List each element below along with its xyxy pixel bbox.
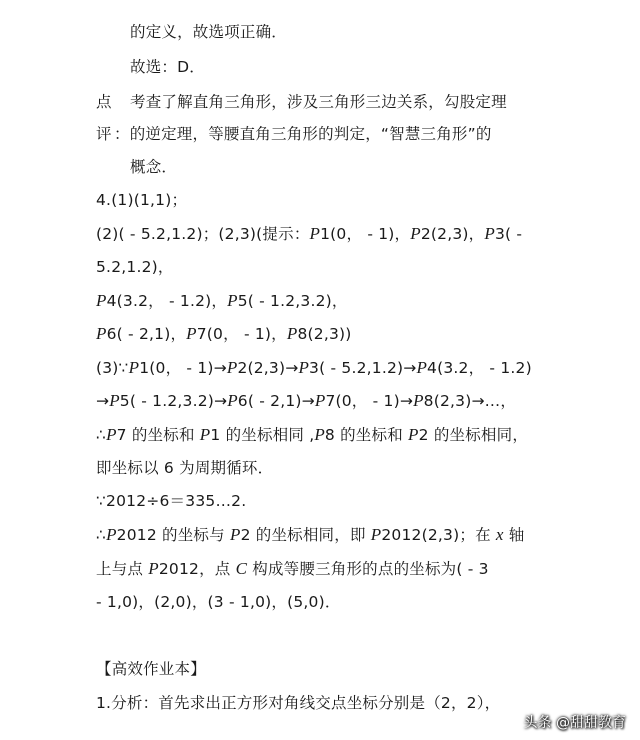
answer-4-3-line-7: 上与点 P2012，点 C 构成等腰三角形的点的坐标为( - 3 xyxy=(96,559,489,578)
answer-4-3-line-6: ∴P2012 的坐标与 P2 的坐标相同，即 P2012(2,3)；在 x 轴 xyxy=(96,525,525,544)
comment-text-3: 概念． xyxy=(130,158,178,176)
answer-4-3-line-8: - 1,0)，(2,0)，(3 - 1,0)，(5,0)． xyxy=(96,593,341,611)
text-line-2: 故选：D． xyxy=(130,58,205,76)
answer-4-1: 4.(1)(1,1)； xyxy=(96,191,188,209)
comment-label-1: 点 xyxy=(96,93,112,111)
comment-text-2: ：的逆定理，等腰直角三角形的判定，“智慧三角形”的 xyxy=(114,125,492,143)
text-line-1: 的定义，故选项正确． xyxy=(130,23,288,41)
answer-4-2-p6p8: P6( - 2,1)，P7(0， - 1)，P8(2,3)) xyxy=(96,324,352,343)
comment-text-1: 考查了解直角三角形，涉及三角形三边关系，勾股定理 xyxy=(130,93,507,111)
homework-1: 1.分析：首先求出正方形对角线交点坐标分别是（2，2）， xyxy=(96,694,501,712)
comment-label-2: 评 xyxy=(96,125,112,143)
answer-4-2-p4p5: P4(3.2， - 1.2)，P5( - 1.2,3.2)， xyxy=(96,291,348,310)
answer-4-3-line-3: ∴P7 的坐标和 P1 的坐标相同 ,P8 的坐标和 P2 的坐标相同， xyxy=(96,425,529,444)
answer-4-2-cont: 5.2,1.2)， xyxy=(96,258,174,276)
answer-4-3-line-1: (3)∵P1(0， - 1)→P2(2,3)→P3( - 5.2,1.2)→P4(3.2， - 1.2) xyxy=(96,358,532,377)
section-heading: 【高效作业本】 xyxy=(96,660,206,678)
answer-4-3-line-5: ∵2012÷6＝335…2. xyxy=(96,492,247,510)
answer-4-2: (2)( - 5.2,1.2)；(2,3)(提示：P1(0， - 1)，P2(2,3)，P3( - xyxy=(96,224,523,243)
answer-4-3-line-2: →P5( - 1.2,3.2)→P6( - 2,1)→P7(0， - 1)→P8(2,3)→…， xyxy=(96,391,517,410)
watermark: 头条 @甜甜教育 xyxy=(523,715,626,731)
answer-4-3-line-4: 即坐标以 6 为周期循环． xyxy=(96,459,274,477)
